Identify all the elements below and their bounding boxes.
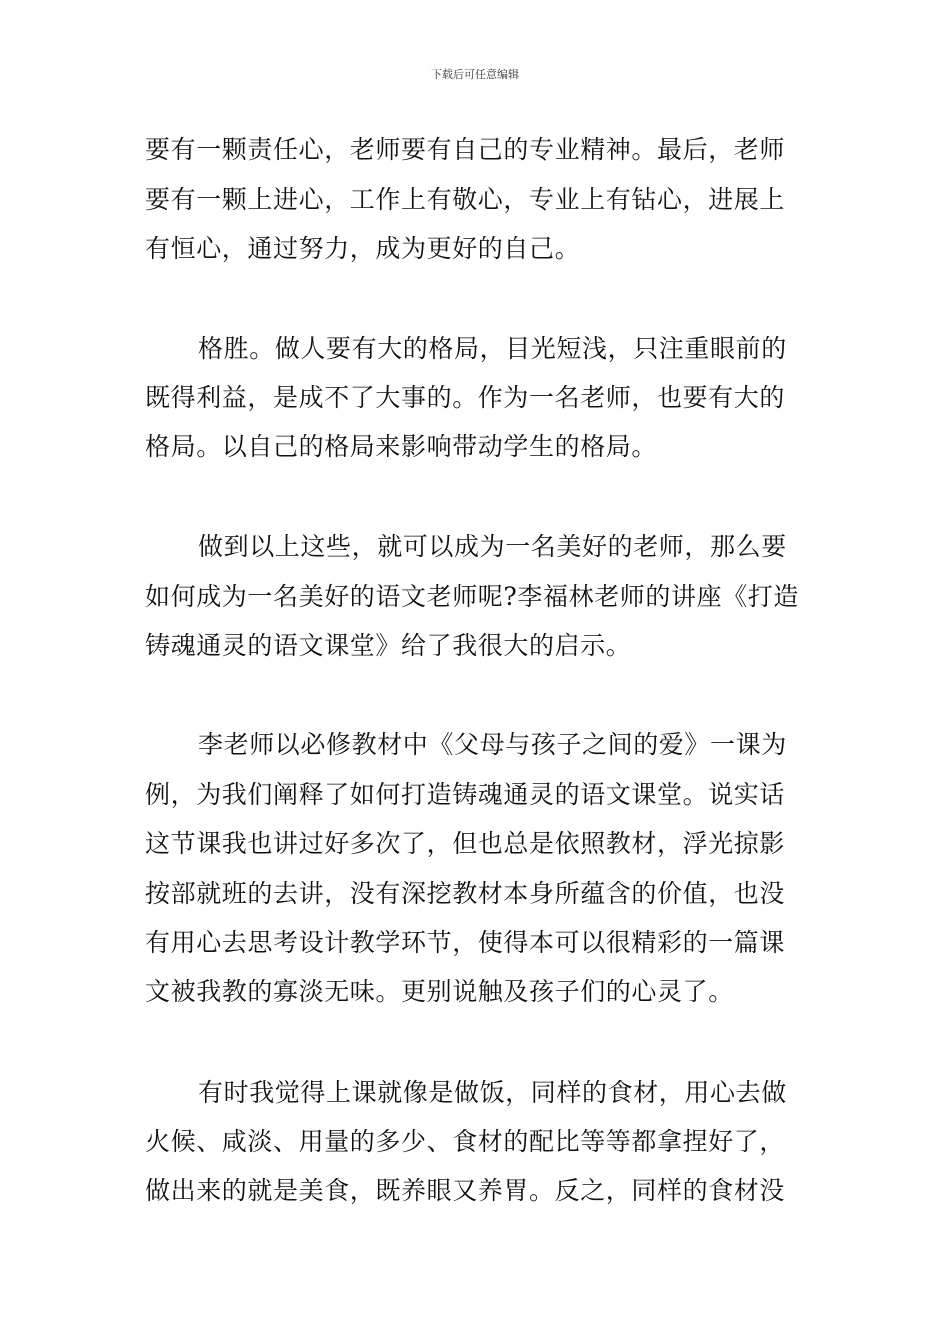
paragraph-line: 做到以上这些，就可以成为一名美好的老师，那么要 [198,532,787,561]
paragraph-line: 这节课我也讲过好多次了，但也总是依照教材，浮光掠影 [145,829,786,858]
paragraph-line: 格局。以自己的格局来影响带动学生的格局。 [145,432,658,461]
paragraph-line: 有时我觉得上课就像是做饭，同样的食材，用心去做 [198,1078,787,1107]
paragraph-line: 例，为我们阐释了如何打造铸魂通灵的语文课堂。说实话 [145,780,786,809]
paragraph-line: 有恒心，通过努力，成为更好的自己。 [145,234,581,263]
paragraph-line: 要有一颗责任心，老师要有自己的专业精神。最后，老师 [145,135,786,164]
paragraph-line: 要有一颗上进心，工作上有敬心，专业上有钻心，进展上 [145,185,786,214]
paragraph-line: 既得利益，是成不了大事的。作为一名老师，也要有大的 [145,383,786,412]
paragraph-line: 文被我教的寡淡无味。更别说触及孩子们的心灵了。 [145,977,734,1006]
paragraph-line: 格胜。做人要有大的格局，目光短浅，只注重眼前的 [198,334,787,363]
paragraph-line: 有用心去思考设计教学环节，使得本可以很精彩的一篇课 [145,928,786,957]
paragraph-line: 如何成为一名美好的语文老师呢?李福林老师的讲座《打造 [145,582,800,611]
page-header: 下载后可任意编辑 [431,68,519,81]
paragraph-line: 铸魂通灵的语文课堂》给了我很大的启示。 [145,631,632,660]
paragraph-line: 做出来的就是美食，既养眼又养胃。反之，同样的食材没 [145,1176,786,1205]
paragraph-line: 火候、咸淡、用量的多少、食材的配比等等都拿捏好了， [145,1127,786,1156]
paragraph-line: 按部就班的去讲，没有深挖教材本身所蕴含的价值，也没 [145,879,786,908]
paragraph-line: 李老师以必修教材中《父母与孩子之间的爱》一课为 [198,730,787,759]
